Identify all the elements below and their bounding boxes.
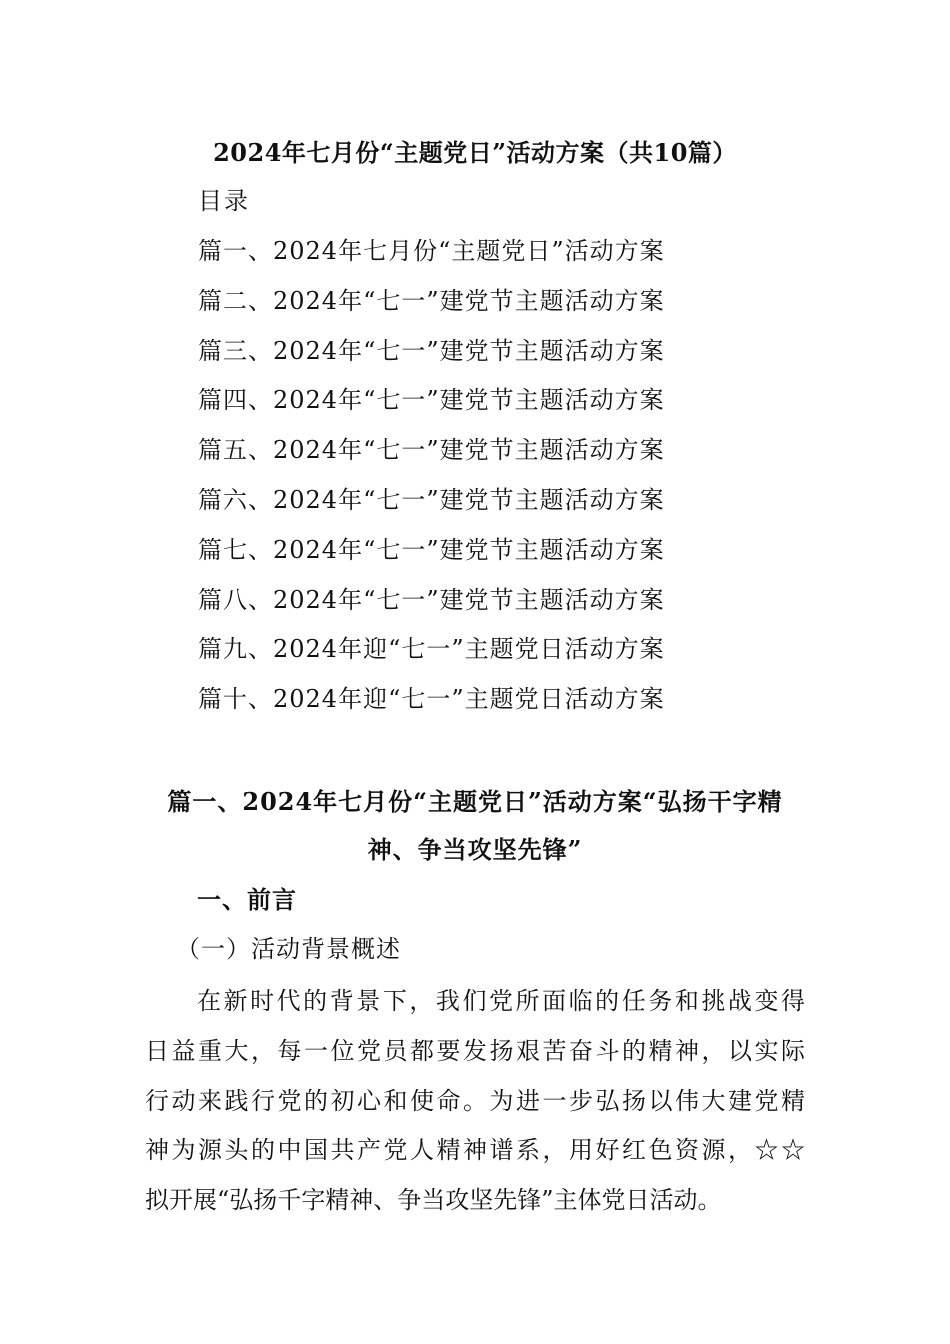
toc-item-7: 篇七、2024年“七一”建党节主题活动方案: [198, 535, 665, 564]
section-title-line-1: 篇一、2024年七月份“主题党日”活动方案“弘扬干字精: [167, 787, 783, 816]
toc-heading: 目录: [198, 187, 250, 215]
toc-item-1: 篇一、2024年七月份“主题党日”活动方案: [198, 237, 665, 265]
background-paragraph: [145, 977, 805, 1226]
toc-item-3: 篇三、2024年“七一”建党节主题活动方案: [198, 336, 665, 365]
document-title: 2024年七月份“主题党日”活动方案（共10篇）: [213, 138, 737, 167]
toc-item-10: 篇十、2024年迎“七一”主题党日活动方案: [198, 685, 665, 714]
paragraph-line-2: 日益重大，每一位党员都要发扬艰苦奋斗的精神，以实际: [145, 1036, 805, 1065]
toc-item-9: 篇九、2024年迎“七一”主题党日活动方案: [198, 635, 665, 664]
paragraph-line-5: 拟开展“弘扬千字精神、争当攻坚先锋”主体党日活动。: [145, 1186, 722, 1215]
paragraph-line-4: 神为源头的中国共产党人精神谱系，用好红色资源，☆☆: [145, 1136, 805, 1165]
section-title-line-2: 神、争当攻坚先锋”: [367, 835, 583, 864]
toc-item-8: 篇八、2024年“七一”建党节主题活动方案: [198, 585, 665, 614]
toc-item-6: 篇六、2024年“七一”建党节主题活动方案: [198, 485, 665, 514]
table-of-contents: [198, 229, 665, 727]
paragraph-line-3: 行动来践行党的初心和使命。为进一步弘扬以伟大建党精: [145, 1086, 805, 1115]
toc-item-5: 篇五、2024年“七一”建党节主题活动方案: [198, 436, 665, 465]
section-title: [145, 778, 805, 874]
paragraph-line-1: 在新时代的背景下，我们党所面临的任务和挑战变得: [197, 987, 805, 1015]
heading-background: （一）活动背景概述: [176, 935, 401, 963]
toc-item-4: 篇四、2024年“七一”建党节主题活动方案: [198, 386, 665, 415]
heading-foreword: 一、前言: [197, 885, 297, 914]
toc-item-2: 篇二、2024年“七一”建党节主题活动方案: [198, 286, 665, 315]
